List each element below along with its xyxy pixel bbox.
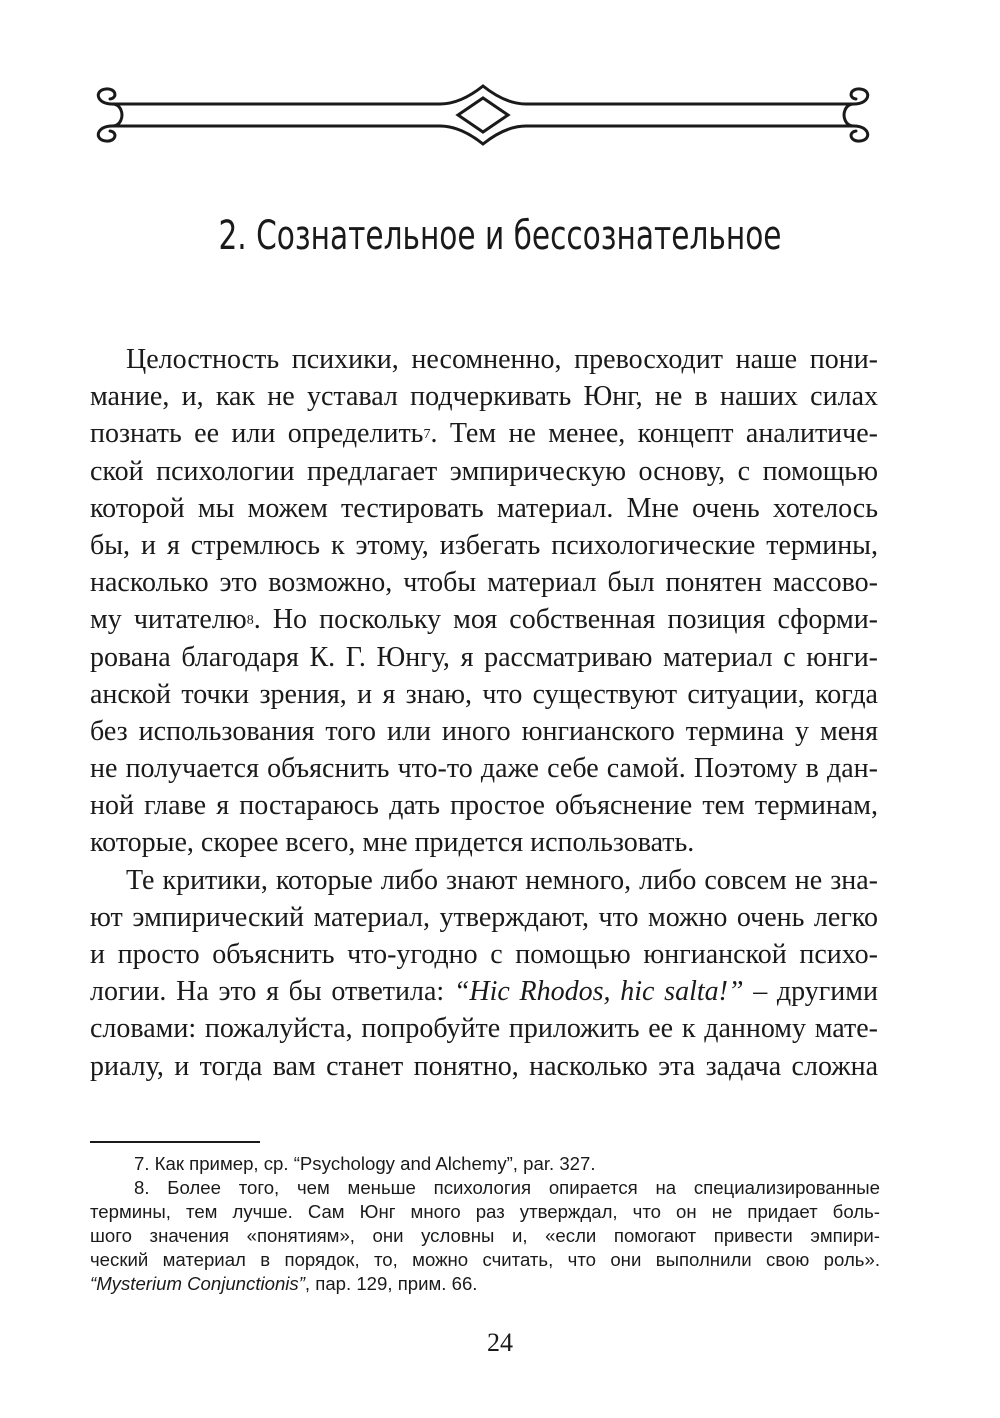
footnote-8-line: “Mysterium Conjunctionis”, пар. 129, прим. 66. bbox=[90, 1273, 478, 1294]
body-line: Те критики, которые либо знают немного, либо совсем не зна- bbox=[126, 864, 878, 896]
footnote-ref-8[interactable]: 8 bbox=[246, 613, 254, 629]
footnote-divider bbox=[90, 1141, 260, 1143]
body-line: и просто объяснить что-угодно с помощью юнгианской психо- bbox=[90, 939, 878, 970]
body-line: ской психологии предлагает эмпирическую основу, с помощью bbox=[90, 455, 878, 487]
latin-quote: “Hic Rhodos, hic salta!” bbox=[453, 976, 744, 1008]
footnote-8-line: термины, тем лучше. Сам Юнг много раз утверждал, что он не придает боль- bbox=[90, 1201, 880, 1222]
body-line: не получается объяснить что-то даже себе самой. Поэтому в дан- bbox=[90, 753, 878, 785]
body-line: ют эмпирический материал, утверждают, что можно очень легко bbox=[90, 901, 878, 933]
body-line: логии. На это я бы ответила: “Hic Rhodos, hic salta!” – другими bbox=[90, 976, 878, 1008]
main-body-text bbox=[90, 341, 878, 1085]
body-line: которой мы можем тестировать материал. Мне очень хотелось bbox=[90, 492, 878, 524]
body-line: мание, и, как не уставал подчеркивать Юнг, не в наших силах bbox=[90, 381, 878, 413]
body-line: риалу, и тогда вам станет понятно, насколько эта задача сложна bbox=[90, 1050, 878, 1082]
decorative-ornament-icon bbox=[88, 84, 878, 146]
footnote-8-line: шого значения «понятиям», они условны и, «если помогают привести эмпири- bbox=[90, 1225, 880, 1246]
body-line: Целостность психики, несомненно, превосходит наше пони- bbox=[126, 344, 878, 375]
body-line: познать ее или определить$^7$. Тем не менее, концепт аналитиче- bbox=[90, 418, 878, 450]
body-line: анской точки зрения, и я знаю, что существуют ситуации, когда bbox=[90, 678, 878, 710]
body-line: ной главе я постараюсь дать простое объяснение тем терминам, bbox=[90, 790, 878, 822]
body-line: словами: пожалуйста, попробуйте приложить ее к данному мате- bbox=[90, 1013, 878, 1045]
chapter-title: 2. Сознательное и бессознательное bbox=[218, 213, 782, 259]
footnotes bbox=[90, 1152, 880, 1296]
body-line: насколько это возможно, чтобы материал был понятен массово- bbox=[90, 567, 878, 599]
body-line: рована благодаря К. Г. Юнгу, я рассматриваю материал с юнги- bbox=[90, 641, 878, 673]
footnote-ref-7[interactable]: 7 bbox=[423, 427, 431, 443]
body-line: которые, скорее всего, мне придется использовать. bbox=[90, 827, 695, 859]
page-number: 24 bbox=[487, 1328, 513, 1357]
body-line: бы, и я стремлюсь к этому, избегать психологические термины, bbox=[90, 529, 878, 561]
footnote-8-line: 8. Более того, чем меньше психология опирается на специализированные bbox=[134, 1177, 880, 1198]
body-line: му читателю$^8$. Но поскольку моя собственная позиция сформи- bbox=[90, 604, 878, 636]
footnote-8-line: ческий материал в порядок, то, можно считать, что они выполнили свою роль». bbox=[90, 1249, 880, 1270]
cited-work-title: “Mysterium Conjunctionis” bbox=[90, 1273, 305, 1294]
footnote-7: 7. Как пример, ср. “Psychology and Alchemy”, par. 327. bbox=[134, 1153, 596, 1174]
body-line: без использования того или иного юнгианского термина у меня bbox=[90, 715, 878, 747]
